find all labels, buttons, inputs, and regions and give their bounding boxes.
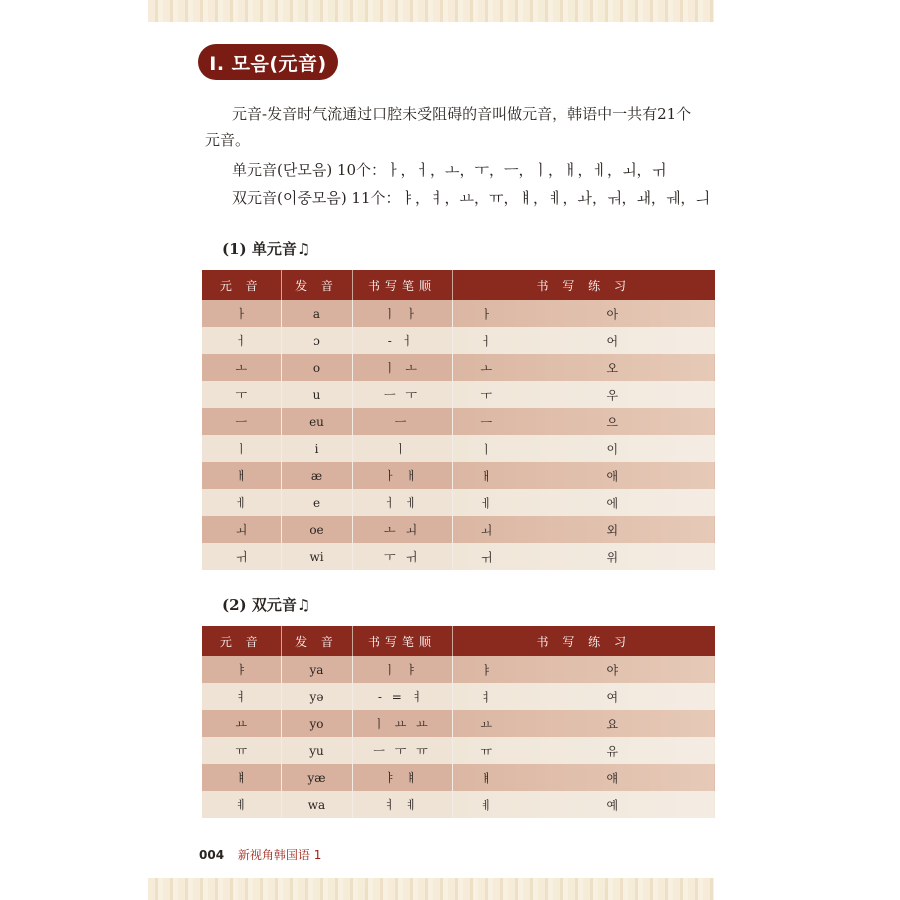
- header-pronunciation: 发 音: [281, 626, 352, 656]
- practice-syllable: 여: [606, 690, 619, 704]
- practice-syllable: 이: [606, 442, 619, 456]
- writing-practice-cell: [452, 327, 715, 354]
- vowel-cell: ㅜ: [202, 381, 281, 408]
- stroke-order-cell: ㅣ ㅏ: [352, 300, 452, 327]
- stroke-order-cell: ㅣ ㅛ ㅛ: [352, 710, 452, 737]
- page-footer: [199, 846, 321, 863]
- table-row: [202, 710, 715, 737]
- section-title: I. 모음(元音): [209, 52, 327, 75]
- practice-vowel: ㅔ: [480, 496, 493, 510]
- stroke-order-cell: ㅓ ㅔ: [352, 489, 452, 516]
- vowel-cell: ㅐ: [202, 462, 281, 489]
- stroke-order-cell: ㅑ ㅒ: [352, 764, 452, 791]
- vowel-cell: ㅕ: [202, 683, 281, 710]
- table-row: [202, 764, 715, 791]
- practice-syllable: 어: [606, 334, 619, 348]
- practice-syllable: 오: [606, 361, 619, 375]
- writing-practice-cell: [452, 683, 715, 710]
- stroke-order-cell: ㅣ ㅑ: [352, 656, 452, 683]
- practice-vowel: ㅜ: [480, 388, 493, 402]
- section-title-badge: [198, 44, 338, 80]
- practice-syllable: 위: [606, 550, 619, 564]
- table-row: [202, 489, 715, 516]
- practice-syllable: 으: [606, 415, 619, 429]
- table-row: [202, 300, 715, 327]
- stroke-order-cell: ㅡ ㅜ ㅠ: [352, 737, 452, 764]
- header-pronunciation: 发 音: [281, 270, 352, 300]
- writing-practice-cell: [452, 737, 715, 764]
- single-vowel-summary: 单元音(단모음) 10个：ㅏ，ㅓ，ㅗ，ㅜ，ㅡ，ㅣ，ㅐ，ㅔ，ㅚ，ㅟ: [232, 161, 666, 179]
- vowel-cell: ㅛ: [202, 710, 281, 737]
- single-vowel-table: [202, 270, 715, 570]
- pronunciation-cell: yæ: [281, 764, 352, 791]
- stroke-order-cell: ㅡ ㅜ: [352, 381, 452, 408]
- table-header-row: [202, 626, 715, 656]
- stroke-order-cell: ㅣ ㅗ: [352, 354, 452, 381]
- writing-practice-cell: [452, 656, 715, 683]
- practice-syllable: 에: [606, 496, 619, 510]
- decorative-bottom-band: [148, 878, 714, 900]
- table-row: [202, 656, 715, 683]
- writing-practice-cell: [452, 354, 715, 381]
- double-vowel-summary: 双元音(이중모음) 11个：ㅑ，ㅕ，ㅛ，ㅠ，ㅒ，ㅖ，ㅘ，ㅝ，ㅙ，ㅞ，ㅢ: [232, 189, 710, 207]
- header-stroke-order: 书写笔顺: [352, 270, 452, 300]
- vowel-cell: ㅗ: [202, 354, 281, 381]
- table-row: [202, 543, 715, 570]
- table-row: [202, 408, 715, 435]
- table-row: [202, 462, 715, 489]
- pronunciation-cell: ɔ: [281, 327, 352, 354]
- header-vowel: 元 音: [202, 270, 281, 300]
- writing-practice-cell: [452, 462, 715, 489]
- pronunciation-cell: o: [281, 354, 352, 381]
- practice-syllable: 야: [606, 663, 619, 677]
- stroke-order-cell: - ㅓ: [352, 327, 452, 354]
- writing-practice-cell: [452, 764, 715, 791]
- vowel-cell: ㅠ: [202, 737, 281, 764]
- stroke-order-cell: - = ㅕ: [352, 683, 452, 710]
- pronunciation-cell: e: [281, 489, 352, 516]
- single-vowel-rows: [202, 300, 715, 570]
- vowel-cell: ㅡ: [202, 408, 281, 435]
- pronunciation-cell: yu: [281, 737, 352, 764]
- vowel-cell: ㅟ: [202, 543, 281, 570]
- writing-practice-cell: [452, 791, 715, 818]
- pronunciation-cell: a: [281, 300, 352, 327]
- vowel-cell: ㅖ: [202, 791, 281, 818]
- practice-syllable: 얘: [606, 771, 619, 785]
- practice-syllable: 유: [606, 744, 619, 758]
- practice-vowel: ㅡ: [480, 415, 493, 429]
- stroke-order-cell: ㅜ ㅟ: [352, 543, 452, 570]
- writing-practice-cell: [452, 543, 715, 570]
- header-writing-practice: 书 写 练 习: [452, 270, 715, 300]
- pronunciation-cell: eu: [281, 408, 352, 435]
- table-row: [202, 327, 715, 354]
- stroke-order-cell: ㅡ: [352, 408, 452, 435]
- writing-practice-cell: [452, 381, 715, 408]
- writing-practice-cell: [452, 435, 715, 462]
- table-row: [202, 516, 715, 543]
- intro-line-2: 元音。: [205, 131, 251, 149]
- practice-syllable: 요: [606, 717, 619, 731]
- vowel-cell: ㅑ: [202, 656, 281, 683]
- pronunciation-cell: yə: [281, 683, 352, 710]
- writing-practice-cell: [452, 408, 715, 435]
- practice-vowel: ㅗ: [480, 361, 493, 375]
- practice-vowel: ㅟ: [480, 550, 493, 564]
- practice-syllable: 외: [606, 523, 619, 537]
- pronunciation-cell: oe: [281, 516, 352, 543]
- double-vowel-title: (2) 双元音♫: [222, 596, 311, 614]
- practice-syllable: 아: [606, 307, 619, 321]
- single-vowel-title: (1) 单元音♫: [222, 240, 311, 258]
- pronunciation-cell: ya: [281, 656, 352, 683]
- writing-practice-cell: [452, 710, 715, 737]
- pronunciation-cell: yo: [281, 710, 352, 737]
- practice-vowel: ㅚ: [480, 523, 493, 537]
- writing-practice-cell: [452, 300, 715, 327]
- practice-vowel: ㅕ: [480, 690, 493, 704]
- vowel-cell: ㅔ: [202, 489, 281, 516]
- table-row: [202, 381, 715, 408]
- table-row: [202, 435, 715, 462]
- table-row: [202, 683, 715, 710]
- double-vowel-table: [202, 626, 715, 818]
- practice-syllable: 예: [606, 798, 619, 812]
- vowel-cell: ㅓ: [202, 327, 281, 354]
- practice-vowel: ㅣ: [480, 442, 493, 456]
- practice-vowel: ㅛ: [480, 717, 493, 731]
- header-vowel: 元 音: [202, 626, 281, 656]
- practice-vowel: ㅏ: [480, 307, 493, 321]
- vowel-cell: ㅣ: [202, 435, 281, 462]
- practice-vowel: ㅑ: [480, 663, 493, 677]
- writing-practice-cell: [452, 516, 715, 543]
- practice-vowel: ㅐ: [480, 469, 493, 483]
- practice-syllable: 애: [606, 469, 619, 483]
- decorative-top-band: [148, 0, 714, 22]
- double-vowel-rows: [202, 656, 715, 818]
- practice-vowel: ㅓ: [480, 334, 493, 348]
- practice-vowel: ㅠ: [480, 744, 493, 758]
- table-row: [202, 737, 715, 764]
- table-row: [202, 791, 715, 818]
- stroke-order-cell: ㅣ: [352, 435, 452, 462]
- vowel-cell: ㅒ: [202, 764, 281, 791]
- practice-vowel: ㅒ: [480, 771, 493, 785]
- pronunciation-cell: wa: [281, 791, 352, 818]
- header-writing-practice: 书 写 练 习: [452, 626, 715, 656]
- page-number: 004: [199, 848, 225, 862]
- pronunciation-cell: u: [281, 381, 352, 408]
- header-stroke-order: 书写笔顺: [352, 626, 452, 656]
- writing-practice-cell: [452, 489, 715, 516]
- table-header-row: [202, 270, 715, 300]
- pronunciation-cell: æ: [281, 462, 352, 489]
- table-row: [202, 354, 715, 381]
- practice-vowel: ㅖ: [480, 798, 493, 812]
- pronunciation-cell: i: [281, 435, 352, 462]
- vowel-cell: ㅚ: [202, 516, 281, 543]
- pronunciation-cell: wi: [281, 543, 352, 570]
- book-title: 新视角韩国语 1: [237, 848, 322, 862]
- intro-line-1: 元音-发音时气流通过口腔未受阻碍的音叫做元音，韩语中一共有21个: [232, 105, 692, 123]
- stroke-order-cell: ㅕ ㅖ: [352, 791, 452, 818]
- vowel-cell: ㅏ: [202, 300, 281, 327]
- stroke-order-cell: ㅏ ㅐ: [352, 462, 452, 489]
- stroke-order-cell: ㅗ ㅚ: [352, 516, 452, 543]
- practice-syllable: 우: [606, 388, 619, 402]
